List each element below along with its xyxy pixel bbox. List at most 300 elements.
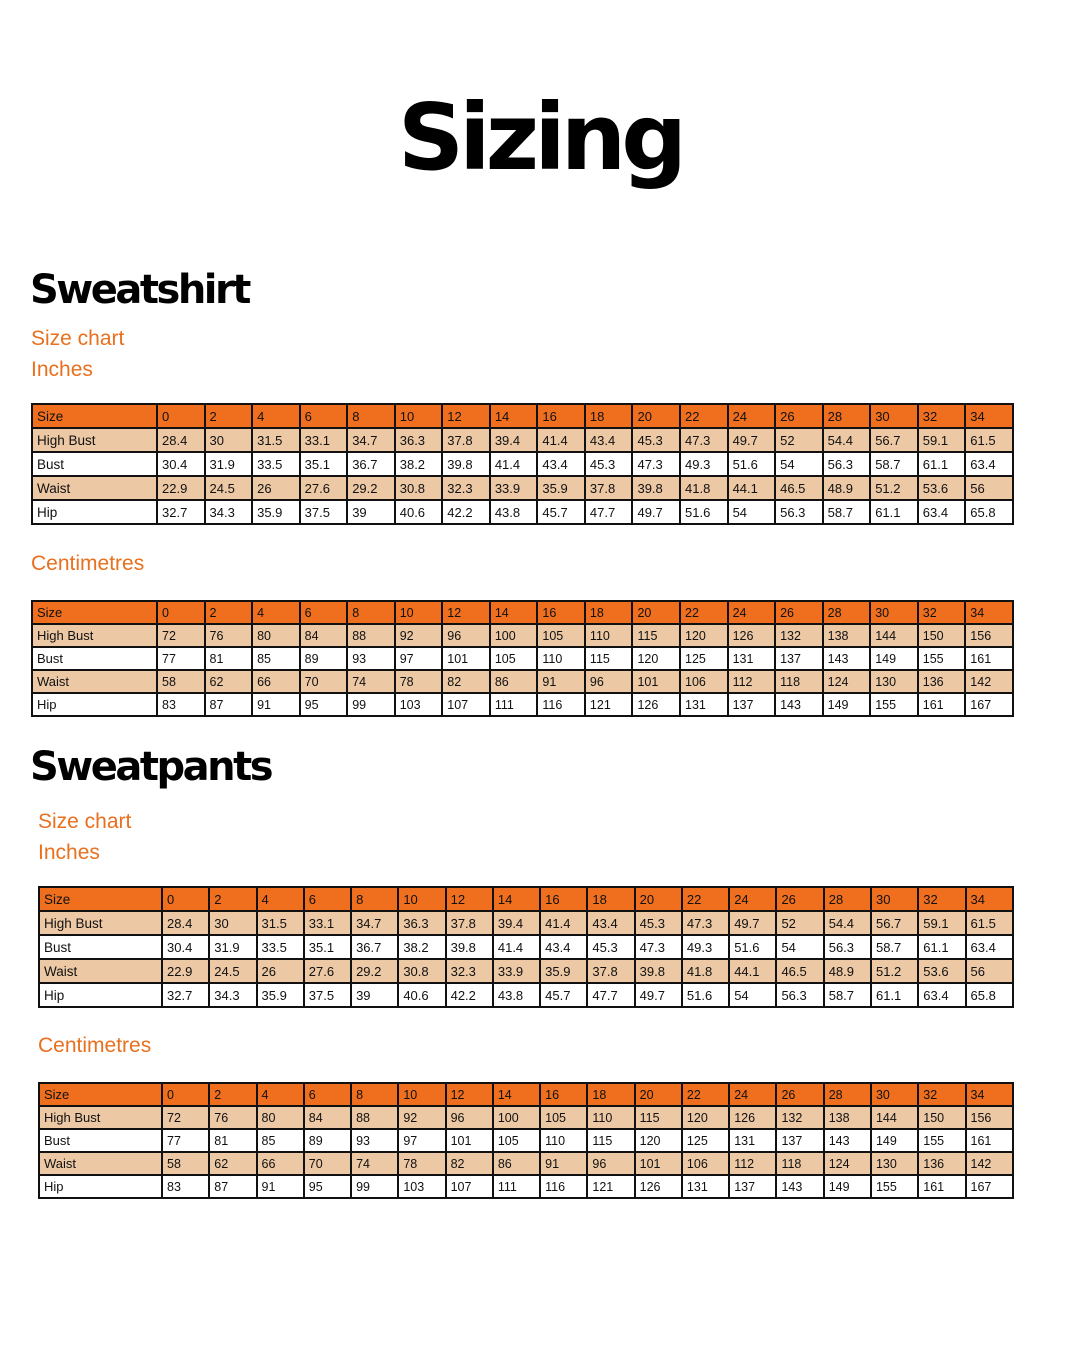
value-cell: 91 xyxy=(257,1175,304,1198)
value-cell: 54 xyxy=(729,983,776,1007)
table-row-waist xyxy=(32,670,1013,693)
value-cell: 63.4 xyxy=(966,935,1013,959)
value-cell: 34.3 xyxy=(205,500,253,524)
sweatpants-cm-table xyxy=(38,1082,1014,1199)
value-cell: 30 xyxy=(871,887,918,911)
value-cell: 91 xyxy=(537,670,585,693)
value-cell: 47.3 xyxy=(682,911,729,935)
section-title-sweatpants: Sweatpants xyxy=(30,744,272,790)
value-cell: 124 xyxy=(823,670,871,693)
value-cell: 49.7 xyxy=(728,428,776,452)
value-cell: 81 xyxy=(209,1129,256,1152)
value-cell: 63.4 xyxy=(918,500,966,524)
value-cell: 26 xyxy=(257,959,304,983)
row-label-cell: Waist xyxy=(39,1152,162,1175)
value-cell: 105 xyxy=(537,624,585,647)
value-cell: 31.5 xyxy=(252,428,300,452)
value-cell: 40.6 xyxy=(398,983,445,1007)
value-cell: 47.7 xyxy=(587,983,634,1007)
value-cell: 45.3 xyxy=(585,452,633,476)
value-cell: 36.3 xyxy=(398,911,445,935)
value-cell: 107 xyxy=(442,693,490,716)
value-cell: 6 xyxy=(304,887,351,911)
value-cell: 83 xyxy=(157,693,205,716)
value-cell: 39.4 xyxy=(493,911,540,935)
value-cell: 33.1 xyxy=(300,428,348,452)
value-cell: 110 xyxy=(587,1106,634,1129)
value-cell: 61.5 xyxy=(966,911,1013,935)
value-cell: 12 xyxy=(446,887,493,911)
sweatpants-size-chart-label: Size chart xyxy=(38,810,132,833)
value-cell: 33.5 xyxy=(252,452,300,476)
row-label-cell: Hip xyxy=(39,1175,162,1198)
row-label-cell: Size xyxy=(32,404,157,428)
value-cell: 143 xyxy=(823,647,871,670)
value-cell: 41.4 xyxy=(540,911,587,935)
value-cell: 33.5 xyxy=(257,935,304,959)
value-cell: 39.8 xyxy=(446,935,493,959)
value-cell: 78 xyxy=(398,1152,445,1175)
row-label-cell: High Bust xyxy=(32,624,157,647)
value-cell: 37.5 xyxy=(300,500,348,524)
value-cell: 76 xyxy=(205,624,253,647)
value-cell: 28 xyxy=(823,404,871,428)
value-cell: 106 xyxy=(680,670,728,693)
value-cell: 131 xyxy=(729,1129,776,1152)
value-cell: 137 xyxy=(728,693,776,716)
value-cell: 138 xyxy=(824,1106,871,1129)
value-cell: 0 xyxy=(157,601,205,624)
value-cell: 51.6 xyxy=(680,500,728,524)
value-cell: 45.3 xyxy=(587,935,634,959)
value-cell: 30.4 xyxy=(162,935,209,959)
value-cell: 37.8 xyxy=(587,959,634,983)
value-cell: 6 xyxy=(300,404,348,428)
value-cell: 65.8 xyxy=(965,500,1013,524)
value-cell: 39.8 xyxy=(635,959,682,983)
value-cell: 12 xyxy=(442,404,490,428)
value-cell: 124 xyxy=(824,1152,871,1175)
value-cell: 125 xyxy=(680,647,728,670)
value-cell: 36.3 xyxy=(395,428,443,452)
value-cell: 137 xyxy=(776,1129,823,1152)
value-cell: 30.8 xyxy=(395,476,443,500)
value-cell: 149 xyxy=(824,1175,871,1198)
value-cell: 144 xyxy=(870,624,918,647)
value-cell: 2 xyxy=(209,1083,256,1106)
value-cell: 82 xyxy=(446,1152,493,1175)
value-cell: 120 xyxy=(680,624,728,647)
table-row-high-bust xyxy=(39,911,1013,935)
value-cell: 45.3 xyxy=(632,428,680,452)
sweatpants-inches-table xyxy=(38,886,1014,1008)
value-cell: 26 xyxy=(775,404,823,428)
value-cell: 8 xyxy=(351,887,398,911)
value-cell: 84 xyxy=(300,624,348,647)
value-cell: 39 xyxy=(351,983,398,1007)
value-cell: 47.7 xyxy=(585,500,633,524)
row-label-cell: Size xyxy=(32,601,157,624)
table-row-high-bust xyxy=(32,428,1013,452)
value-cell: 45.3 xyxy=(635,911,682,935)
value-cell: 161 xyxy=(966,1129,1013,1152)
value-cell: 59.1 xyxy=(918,428,966,452)
value-cell: 74 xyxy=(347,670,395,693)
value-cell: 18 xyxy=(585,601,633,624)
value-cell: 58.7 xyxy=(870,452,918,476)
value-cell: 92 xyxy=(395,624,443,647)
value-cell: 118 xyxy=(775,670,823,693)
value-cell: 132 xyxy=(776,1106,823,1129)
value-cell: 22 xyxy=(680,404,728,428)
value-cell: 54 xyxy=(776,935,823,959)
header-row xyxy=(39,887,1013,911)
value-cell: 120 xyxy=(635,1129,682,1152)
value-cell: 84 xyxy=(304,1106,351,1129)
value-cell: 65.8 xyxy=(966,983,1013,1007)
value-cell: 96 xyxy=(587,1152,634,1175)
value-cell: 30 xyxy=(871,1083,918,1106)
value-cell: 26 xyxy=(775,601,823,624)
value-cell: 45.7 xyxy=(537,500,585,524)
value-cell: 72 xyxy=(157,624,205,647)
value-cell: 86 xyxy=(493,1152,540,1175)
row-label-cell: Bust xyxy=(32,452,157,476)
value-cell: 105 xyxy=(540,1106,587,1129)
value-cell: 101 xyxy=(446,1129,493,1152)
sweatshirt-cm-table xyxy=(31,600,1014,717)
value-cell: 34 xyxy=(966,887,1013,911)
value-cell: 4 xyxy=(252,601,300,624)
value-cell: 83 xyxy=(162,1175,209,1198)
value-cell: 112 xyxy=(728,670,776,693)
value-cell: 44.1 xyxy=(729,959,776,983)
value-cell: 35.9 xyxy=(537,476,585,500)
value-cell: 32.7 xyxy=(162,983,209,1007)
value-cell: 16 xyxy=(537,404,585,428)
value-cell: 86 xyxy=(490,670,538,693)
value-cell: 36.7 xyxy=(347,452,395,476)
value-cell: 49.7 xyxy=(635,983,682,1007)
value-cell: 59.1 xyxy=(918,911,965,935)
value-cell: 10 xyxy=(398,887,445,911)
value-cell: 93 xyxy=(347,647,395,670)
table-row-waist xyxy=(32,476,1013,500)
value-cell: 4 xyxy=(252,404,300,428)
value-cell: 30 xyxy=(205,428,253,452)
value-cell: 85 xyxy=(252,647,300,670)
value-cell: 24 xyxy=(728,601,776,624)
value-cell: 136 xyxy=(918,1152,965,1175)
value-cell: 45.7 xyxy=(540,983,587,1007)
row-label-cell: Hip xyxy=(39,983,162,1007)
value-cell: 125 xyxy=(682,1129,729,1152)
value-cell: 6 xyxy=(300,601,348,624)
value-cell: 88 xyxy=(351,1106,398,1129)
value-cell: 143 xyxy=(824,1129,871,1152)
value-cell: 10 xyxy=(395,404,443,428)
value-cell: 52 xyxy=(776,911,823,935)
value-cell: 96 xyxy=(446,1106,493,1129)
value-cell: 46.5 xyxy=(775,476,823,500)
value-cell: 33.9 xyxy=(490,476,538,500)
value-cell: 137 xyxy=(775,647,823,670)
value-cell: 107 xyxy=(446,1175,493,1198)
table-row-hip xyxy=(32,500,1013,524)
value-cell: 126 xyxy=(635,1175,682,1198)
value-cell: 18 xyxy=(585,404,633,428)
value-cell: 51.6 xyxy=(728,452,776,476)
value-cell: 48.9 xyxy=(823,476,871,500)
value-cell: 34 xyxy=(966,1083,1013,1106)
value-cell: 116 xyxy=(537,693,585,716)
value-cell: 0 xyxy=(162,1083,209,1106)
value-cell: 96 xyxy=(585,670,633,693)
table-row-bust xyxy=(39,935,1013,959)
value-cell: 34.7 xyxy=(347,428,395,452)
value-cell: 35.1 xyxy=(300,452,348,476)
value-cell: 103 xyxy=(395,693,443,716)
value-cell: 62 xyxy=(209,1152,256,1175)
value-cell: 130 xyxy=(870,670,918,693)
value-cell: 96 xyxy=(442,624,490,647)
value-cell: 77 xyxy=(162,1129,209,1152)
value-cell: 155 xyxy=(870,693,918,716)
value-cell: 56.3 xyxy=(775,500,823,524)
value-cell: 78 xyxy=(395,670,443,693)
value-cell: 2 xyxy=(205,601,253,624)
value-cell: 155 xyxy=(871,1175,918,1198)
value-cell: 144 xyxy=(871,1106,918,1129)
value-cell: 37.5 xyxy=(304,983,351,1007)
value-cell: 14 xyxy=(490,404,538,428)
value-cell: 41.4 xyxy=(493,935,540,959)
value-cell: 22 xyxy=(682,887,729,911)
value-cell: 132 xyxy=(775,624,823,647)
value-cell: 87 xyxy=(209,1175,256,1198)
value-cell: 43.4 xyxy=(587,911,634,935)
value-cell: 28.4 xyxy=(162,911,209,935)
table-row-bust xyxy=(39,1129,1013,1152)
value-cell: 97 xyxy=(395,647,443,670)
value-cell: 16 xyxy=(540,1083,587,1106)
value-cell: 149 xyxy=(823,693,871,716)
value-cell: 32.3 xyxy=(446,959,493,983)
value-cell: 22.9 xyxy=(157,476,205,500)
value-cell: 43.4 xyxy=(540,935,587,959)
value-cell: 43.4 xyxy=(585,428,633,452)
value-cell: 131 xyxy=(680,693,728,716)
value-cell: 101 xyxy=(635,1152,682,1175)
value-cell: 150 xyxy=(918,624,966,647)
value-cell: 161 xyxy=(918,1175,965,1198)
value-cell: 35.9 xyxy=(540,959,587,983)
value-cell: 121 xyxy=(585,693,633,716)
value-cell: 63.4 xyxy=(918,983,965,1007)
value-cell: 156 xyxy=(965,624,1013,647)
value-cell: 100 xyxy=(490,624,538,647)
value-cell: 47.3 xyxy=(680,428,728,452)
value-cell: 115 xyxy=(587,1129,634,1152)
value-cell: 18 xyxy=(587,887,634,911)
value-cell: 143 xyxy=(776,1175,823,1198)
table-row-hip xyxy=(39,983,1013,1007)
value-cell: 30 xyxy=(209,911,256,935)
value-cell: 37.8 xyxy=(446,911,493,935)
value-cell: 106 xyxy=(682,1152,729,1175)
value-cell: 138 xyxy=(823,624,871,647)
table-row-bust xyxy=(32,452,1013,476)
value-cell: 115 xyxy=(632,624,680,647)
value-cell: 22.9 xyxy=(162,959,209,983)
row-label-cell: Size xyxy=(39,1083,162,1106)
value-cell: 49.7 xyxy=(729,911,776,935)
value-cell: 27.6 xyxy=(300,476,348,500)
table-row-hip xyxy=(32,693,1013,716)
value-cell: 161 xyxy=(918,693,966,716)
value-cell: 33.9 xyxy=(493,959,540,983)
value-cell: 22 xyxy=(682,1083,729,1106)
table-row-waist xyxy=(39,959,1013,983)
value-cell: 156 xyxy=(966,1106,1013,1129)
row-label-cell: Waist xyxy=(39,959,162,983)
value-cell: 39.8 xyxy=(442,452,490,476)
value-cell: 37.8 xyxy=(442,428,490,452)
value-cell: 31.9 xyxy=(205,452,253,476)
value-cell: 36.7 xyxy=(351,935,398,959)
value-cell: 20 xyxy=(632,404,680,428)
value-cell: 131 xyxy=(728,647,776,670)
row-label-cell: High Bust xyxy=(39,911,162,935)
row-label-cell: Hip xyxy=(32,500,157,524)
sweatshirt-size-chart-label: Size chart xyxy=(31,327,125,350)
value-cell: 54 xyxy=(728,500,776,524)
header-row xyxy=(32,601,1013,624)
value-cell: 97 xyxy=(398,1129,445,1152)
value-cell: 87 xyxy=(205,693,253,716)
value-cell: 34 xyxy=(965,404,1013,428)
value-cell: 41.8 xyxy=(680,476,728,500)
row-label-cell: Waist xyxy=(32,670,157,693)
value-cell: 32.7 xyxy=(157,500,205,524)
value-cell: 110 xyxy=(540,1129,587,1152)
value-cell: 56 xyxy=(966,959,1013,983)
value-cell: 20 xyxy=(632,601,680,624)
value-cell: 37.8 xyxy=(585,476,633,500)
value-cell: 115 xyxy=(585,647,633,670)
value-cell: 33.1 xyxy=(304,911,351,935)
value-cell: 80 xyxy=(252,624,300,647)
value-cell: 51.2 xyxy=(871,959,918,983)
row-label-cell: Hip xyxy=(32,693,157,716)
table-row-high-bust xyxy=(32,624,1013,647)
value-cell: 116 xyxy=(540,1175,587,1198)
value-cell: 58.7 xyxy=(871,935,918,959)
value-cell: 24 xyxy=(728,404,776,428)
table-row-high-bust xyxy=(39,1106,1013,1129)
value-cell: 28 xyxy=(824,887,871,911)
value-cell: 115 xyxy=(635,1106,682,1129)
value-cell: 56 xyxy=(965,476,1013,500)
value-cell: 6 xyxy=(304,1083,351,1106)
value-cell: 56.7 xyxy=(870,428,918,452)
value-cell: 167 xyxy=(965,693,1013,716)
value-cell: 2 xyxy=(205,404,253,428)
value-cell: 52 xyxy=(775,428,823,452)
row-label-cell: Bust xyxy=(39,935,162,959)
value-cell: 14 xyxy=(493,887,540,911)
value-cell: 20 xyxy=(635,887,682,911)
value-cell: 74 xyxy=(351,1152,398,1175)
value-cell: 49.7 xyxy=(632,500,680,524)
value-cell: 105 xyxy=(493,1129,540,1152)
value-cell: 131 xyxy=(682,1175,729,1198)
value-cell: 43.8 xyxy=(490,500,538,524)
value-cell: 58 xyxy=(157,670,205,693)
value-cell: 38.2 xyxy=(395,452,443,476)
value-cell: 80 xyxy=(257,1106,304,1129)
value-cell: 53.6 xyxy=(918,476,966,500)
value-cell: 48.9 xyxy=(824,959,871,983)
value-cell: 136 xyxy=(918,670,966,693)
section-title-sweatshirt: Sweatshirt xyxy=(30,267,249,313)
value-cell: 28 xyxy=(823,601,871,624)
value-cell: 142 xyxy=(965,670,1013,693)
value-cell: 62 xyxy=(205,670,253,693)
value-cell: 42.2 xyxy=(442,500,490,524)
row-label-cell: Waist xyxy=(32,476,157,500)
value-cell: 41.4 xyxy=(490,452,538,476)
sweatpants-inches-label: Inches xyxy=(38,841,100,864)
value-cell: 14 xyxy=(493,1083,540,1106)
value-cell: 24.5 xyxy=(209,959,256,983)
value-cell: 149 xyxy=(870,647,918,670)
value-cell: 31.9 xyxy=(209,935,256,959)
value-cell: 161 xyxy=(965,647,1013,670)
value-cell: 63.4 xyxy=(965,452,1013,476)
value-cell: 44.1 xyxy=(728,476,776,500)
row-label-cell: High Bust xyxy=(32,428,157,452)
value-cell: 76 xyxy=(209,1106,256,1129)
value-cell: 126 xyxy=(729,1106,776,1129)
value-cell: 12 xyxy=(446,1083,493,1106)
value-cell: 28 xyxy=(824,1083,871,1106)
value-cell: 31.5 xyxy=(257,911,304,935)
value-cell: 39.8 xyxy=(632,476,680,500)
value-cell: 126 xyxy=(632,693,680,716)
value-cell: 26 xyxy=(776,887,823,911)
value-cell: 85 xyxy=(257,1129,304,1152)
value-cell: 89 xyxy=(304,1129,351,1152)
value-cell: 10 xyxy=(398,1083,445,1106)
header-row xyxy=(39,1083,1013,1106)
value-cell: 32.3 xyxy=(442,476,490,500)
value-cell: 61.5 xyxy=(965,428,1013,452)
value-cell: 77 xyxy=(157,647,205,670)
value-cell: 29.2 xyxy=(347,476,395,500)
value-cell: 49.3 xyxy=(680,452,728,476)
table-row-bust xyxy=(32,647,1013,670)
value-cell: 26 xyxy=(252,476,300,500)
value-cell: 110 xyxy=(537,647,585,670)
value-cell: 56.3 xyxy=(824,935,871,959)
value-cell: 24 xyxy=(729,887,776,911)
value-cell: 56.3 xyxy=(776,983,823,1007)
value-cell: 56.3 xyxy=(823,452,871,476)
value-cell: 18 xyxy=(587,1083,634,1106)
value-cell: 28.4 xyxy=(157,428,205,452)
value-cell: 120 xyxy=(682,1106,729,1129)
